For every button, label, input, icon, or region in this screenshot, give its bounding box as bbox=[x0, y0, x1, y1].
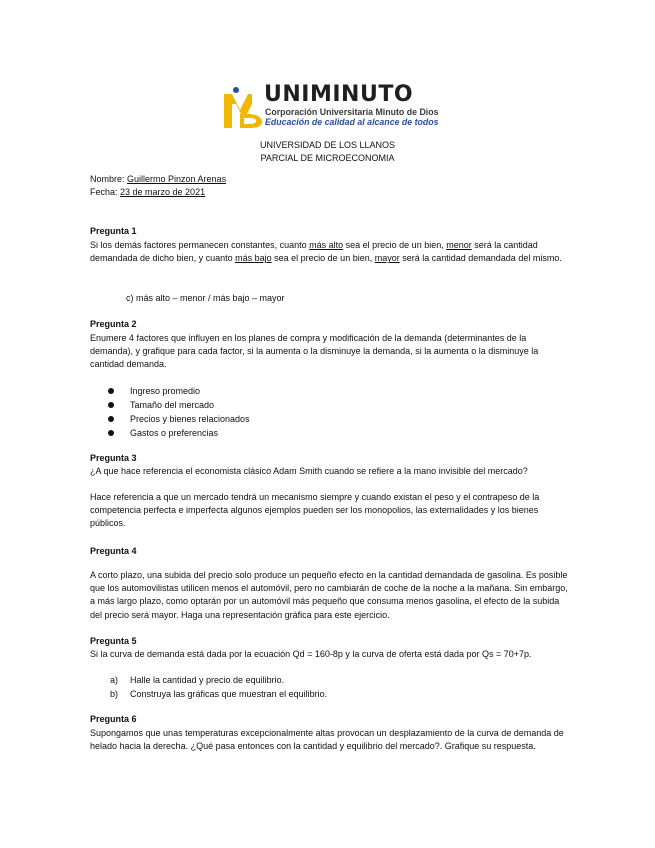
bullet-icon bbox=[108, 430, 114, 436]
question-4-text: A corto plazo, una subida del precio solo produce un pequeño efecto en la cantidad demandada de gasolina. Es posible que los automovilistas utilicen menos el automóvil, pero no cambiarán de coche de la noche a la mañana. Sin embargo, a más largo plazo, como optarán por un automóvil más pequeño que consuma menos gasolina, el efecto de la subida del precio será mayor. Haga una representación gráfica para este ejercicio. bbox=[90, 570, 568, 620]
question-6-title: Pregunta 6 bbox=[90, 714, 137, 724]
bullet-icon bbox=[108, 402, 114, 408]
q1-text-part: sea el precio de un bien, bbox=[343, 240, 447, 250]
question-2-title: Pregunta 2 bbox=[90, 319, 137, 329]
question-3-title: Pregunta 3 bbox=[90, 453, 137, 463]
q1-text-part: será la cantidad demandada de dicho bien, y cuanto bbox=[90, 240, 538, 264]
q1-text-part: será la cantidad demandada del mismo. bbox=[399, 253, 562, 264]
logo-slogan: Educación de calidad al alcance de todos bbox=[265, 117, 439, 127]
question-5-title: Pregunta 5 bbox=[90, 636, 137, 646]
q1-underlined: mayor bbox=[374, 253, 400, 264]
bullet-icon bbox=[108, 416, 114, 422]
question-1-answer: c) más alto – menor / más bajo – mayor bbox=[126, 293, 285, 303]
question-1-text bbox=[90, 239, 568, 265]
student-name: Guillermo Pinzon Arenas bbox=[127, 174, 227, 184]
list-item: Precios y bienes relacionados bbox=[130, 414, 250, 424]
bullet-icon bbox=[108, 388, 114, 394]
logo-name: UNIMINUTO bbox=[264, 82, 414, 107]
logo-subtitle: Corporación Universitaria Minuto de Dios bbox=[265, 107, 439, 117]
list-item: Construya las gráficas que muestran el equilibrio. bbox=[130, 689, 328, 699]
list-item: Gastos o preferencias bbox=[130, 428, 219, 438]
q1-text-part: Si los demás factores permanecen constantes, cuanto bbox=[90, 240, 310, 250]
university-title: UNIVERSIDAD DE LOS LLANOS bbox=[259, 140, 396, 150]
q1-underlined: más alto bbox=[309, 240, 344, 250]
exam-title: PARCIAL DE MICROECONOMIA bbox=[260, 153, 395, 163]
question-2-text: Enumere 4 factores que influyen en los planes de compra y modificación de la demanda (determinantes de la demanda), y grafique para cada factor, si la aumenta o la disminuye la demanda, si la aumenta o la disminuye la cantidad demanda. bbox=[90, 333, 539, 370]
question-6-text: Supongamos que unas temperaturas excepcionalmente altas provocan un desplazamiento de la curva de demanda de helado hacia la derecha. ¿Qué pasa entonces con la cantidad y equilibrio del mercado?. Grafique su respuesta. bbox=[90, 728, 564, 752]
list-item: Tamaño del mercado bbox=[130, 400, 215, 410]
student-name-line bbox=[90, 173, 226, 185]
q1-underlined: más bajo bbox=[235, 253, 272, 264]
question-5-text: Si la curva de demanda está dada por la ecuación Qd = 160-8p y la curva de oferta está dada por Qs = 70+7p. bbox=[90, 649, 532, 659]
list-marker: a) bbox=[110, 675, 119, 685]
list-item: Ingreso promedio bbox=[130, 386, 201, 396]
question-3-answer: Hace referencia a que un mercado tendrá un mecanismo siempre y cuando existan el peso y el contrapeso de la competencia perfecta e imperfecta algunos ejemplos pueden ser los monopolios, las externalidades y los bienes públicos. bbox=[90, 492, 540, 529]
exam-date: 23 de marzo de 2021 bbox=[120, 187, 206, 197]
name-label: Nombre: bbox=[90, 174, 128, 184]
md-logo-mark-icon bbox=[222, 84, 262, 130]
date-line bbox=[90, 186, 205, 198]
q1-text-part: sea el precio de un bien, bbox=[271, 253, 375, 264]
question-3-question: ¿A que hace referencia el economista clásico Adam Smith cuando se refiere a la mano invisible del mercado? bbox=[90, 466, 528, 476]
question-1-title: Pregunta 1 bbox=[90, 226, 137, 236]
list-marker: b) bbox=[110, 689, 119, 699]
list-item: Halle la cantidad y precio de equilibrio. bbox=[130, 675, 285, 685]
question-4-title: Pregunta 4 bbox=[90, 546, 137, 556]
q1-underlined: menor bbox=[446, 240, 472, 250]
date-label: Fecha: bbox=[90, 187, 121, 197]
uniminuto-logo bbox=[222, 84, 452, 132]
